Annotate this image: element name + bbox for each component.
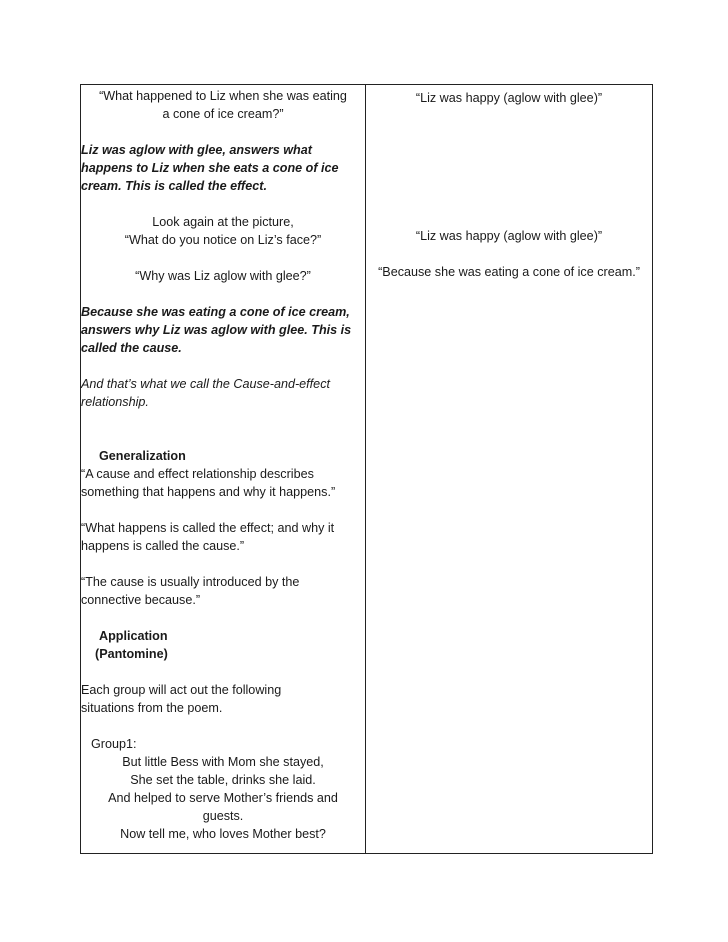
look-line-1: Look again at the picture, [152, 215, 294, 229]
relationship-line-2: relationship. [81, 395, 149, 409]
effect-line-1: Liz was aglow with glee, answers what [81, 143, 312, 157]
look-line-2: “What do you notice on Liz’s face?” [124, 233, 322, 247]
generalization-p3-line-1: “The cause is usually introduced by the [81, 575, 300, 589]
question-1-line-2: a cone of ice cream?” [162, 107, 284, 121]
pantomine-heading: (Pantomine) [95, 647, 168, 661]
poem-line-2: She set the table, drinks she laid. [130, 773, 316, 787]
application-line-1: Each group will act out the following [81, 683, 282, 697]
why-question: “Why was Liz aglow with glee?” [135, 269, 311, 283]
poem-line-3: And helped to serve Mother’s friends and [108, 791, 338, 805]
relationship-line-1: And that’s what we call the Cause-and-effect [81, 377, 330, 391]
teacher-column [81, 85, 366, 854]
cause-line-2: answers why Liz was aglow with glee. This is [81, 323, 352, 337]
generalization-heading: Generalization [99, 449, 186, 463]
question-1-line-1: “What happened to Liz when she was eating [99, 89, 347, 103]
effect-line-2: happens to Liz when she eats a cone of ice [81, 161, 339, 175]
table-row [81, 85, 653, 854]
cause-line-3: called the cause. [81, 341, 182, 355]
generalization-p1-line-2: something that happens and why it happens.” [81, 485, 336, 499]
poem-line-5: Now tell me, who loves Mother best? [120, 827, 326, 841]
generalization-p1-line-1: “A cause and effect relationship describes [81, 467, 314, 481]
response-2: “Liz was happy (aglow with glee)” [415, 229, 603, 243]
generalization-p2-line-1: “What happens is called the effect; and why it [81, 521, 335, 535]
application-line-2: situations from the poem. [81, 701, 223, 715]
application-heading: Application [99, 629, 168, 643]
poem-line-4: guests. [202, 809, 244, 823]
group-label: Group1: [91, 737, 137, 751]
effect-line-3: cream. This is called the effect. [81, 179, 267, 193]
response-1: “Liz was happy (aglow with glee)” [415, 91, 603, 105]
generalization-p3-line-2: connective because.” [81, 593, 201, 607]
cause-line-1: Because she was eating a cone of ice cream, [81, 305, 350, 319]
generalization-p2-line-2: happens is called the cause.” [81, 539, 245, 553]
student-column [366, 85, 653, 854]
response-3: “Because she was eating a cone of ice cream.” [378, 265, 640, 279]
lesson-table [80, 84, 653, 854]
poem-line-1: But little Bess with Mom she stayed, [122, 755, 324, 769]
